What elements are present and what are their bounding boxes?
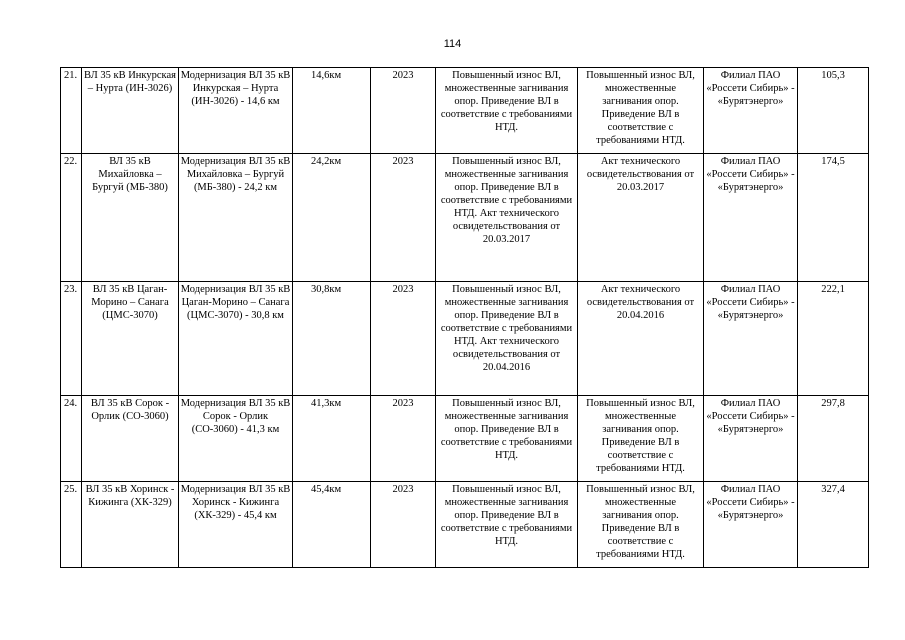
line-length: 30,8км: [293, 282, 371, 396]
year: 2023: [371, 482, 436, 568]
line-name: ВЛ 35 кВ Инкурская – Нурта (ИН-3026): [82, 68, 179, 154]
year: 2023: [371, 154, 436, 282]
line-length: 24,2км: [293, 154, 371, 282]
basis: Повышенный износ ВЛ, множественные загнивания опор. Приведение ВЛ в соответствие с требованиями НТД.: [578, 396, 704, 482]
row-number: 22.: [61, 154, 82, 282]
reason: Повышенный износ ВЛ, множественные загнивания опор. Приведение ВЛ в соответствие с требованиями НТД. Акт технического освидетельствования от 20.03.2017: [436, 154, 578, 282]
cost: 174,5: [798, 154, 869, 282]
line-length: 45,4км: [293, 482, 371, 568]
work-description: Модернизация ВЛ 35 кВ Инкурская – Нурта (ИН-3026) - 14,6 км: [179, 68, 293, 154]
branch: Филиал ПАО «Россети Сибирь» - «Бурятэнерго»: [704, 68, 798, 154]
cost: 222,1: [798, 282, 869, 396]
reason: Повышенный износ ВЛ, множественные загнивания опор. Приведение ВЛ в соответствие с требованиями НТД.: [436, 68, 578, 154]
table-row: [61, 282, 869, 396]
row-number: 24.: [61, 396, 82, 482]
projects-table: [60, 67, 869, 568]
cost: 105,3: [798, 68, 869, 154]
line-length: 41,3км: [293, 396, 371, 482]
year: 2023: [371, 396, 436, 482]
year: 2023: [371, 68, 436, 154]
row-number: 21.: [61, 68, 82, 154]
year: 2023: [371, 282, 436, 396]
line-name: ВЛ 35 кВ Хоринск - Кижинга (ХК-329): [82, 482, 179, 568]
cost: 297,8: [798, 396, 869, 482]
work-description: Модернизация ВЛ 35 кВ Михайловка – Бургуй (МБ-380) - 24,2 км: [179, 154, 293, 282]
row-number: 23.: [61, 282, 82, 396]
reason: Повышенный износ ВЛ, множественные загнивания опор. Приведение ВЛ в соответствие с требованиями НТД.: [436, 482, 578, 568]
line-length: 14,6км: [293, 68, 371, 154]
work-description: Модернизация ВЛ 35 кВ Цаган-Морино – Санага (ЦМС-3070) - 30,8 км: [179, 282, 293, 396]
basis: Акт технического освидетельствования от 20.03.2017: [578, 154, 704, 282]
line-name: ВЛ 35 кВ Сорок - Орлик (СО-3060): [82, 396, 179, 482]
row-number: 25.: [61, 482, 82, 568]
reason: Повышенный износ ВЛ, множественные загнивания опор. Приведение ВЛ в соответствие с требованиями НТД.: [436, 396, 578, 482]
basis: Повышенный износ ВЛ, множественные загнивания опор. Приведение ВЛ в соответствие с требованиями НТД.: [578, 68, 704, 154]
branch: Филиал ПАО «Россети Сибирь» - «Бурятэнерго»: [704, 154, 798, 282]
table-row: [61, 68, 869, 154]
basis: Акт технического освидетельствования от 20.04.2016: [578, 282, 704, 396]
cost: 327,4: [798, 482, 869, 568]
basis: Повышенный износ ВЛ, множественные загнивания опор. Приведение ВЛ в соответствие с требованиями НТД.: [578, 482, 704, 568]
branch: Филиал ПАО «Россети Сибирь» - «Бурятэнерго»: [704, 396, 798, 482]
table-row: [61, 396, 869, 482]
branch: Филиал ПАО «Россети Сибирь» - «Бурятэнерго»: [704, 282, 798, 396]
work-description: Модернизация ВЛ 35 кВ Хоринск - Кижинга (ХК-329) - 45,4 км: [179, 482, 293, 568]
page-number: 114: [443, 38, 462, 50]
work-description: Модернизация ВЛ 35 кВ Сорок - Орлик (СО-3060) - 41,3 км: [179, 396, 293, 482]
table-row: [61, 154, 869, 282]
line-name: ВЛ 35 кВ Михайловка – Бургуй (МБ-380): [82, 154, 179, 282]
line-name: ВЛ 35 кВ Цаган-Морино – Санага (ЦМС-3070): [82, 282, 179, 396]
table-row: [61, 482, 869, 568]
branch: Филиал ПАО «Россети Сибирь» - «Бурятэнерго»: [704, 482, 798, 568]
reason: Повышенный износ ВЛ, множественные загнивания опор. Приведение ВЛ в соответствие с требованиями НТД. Акт технического освидетельствования от 20.04.2016: [436, 282, 578, 396]
